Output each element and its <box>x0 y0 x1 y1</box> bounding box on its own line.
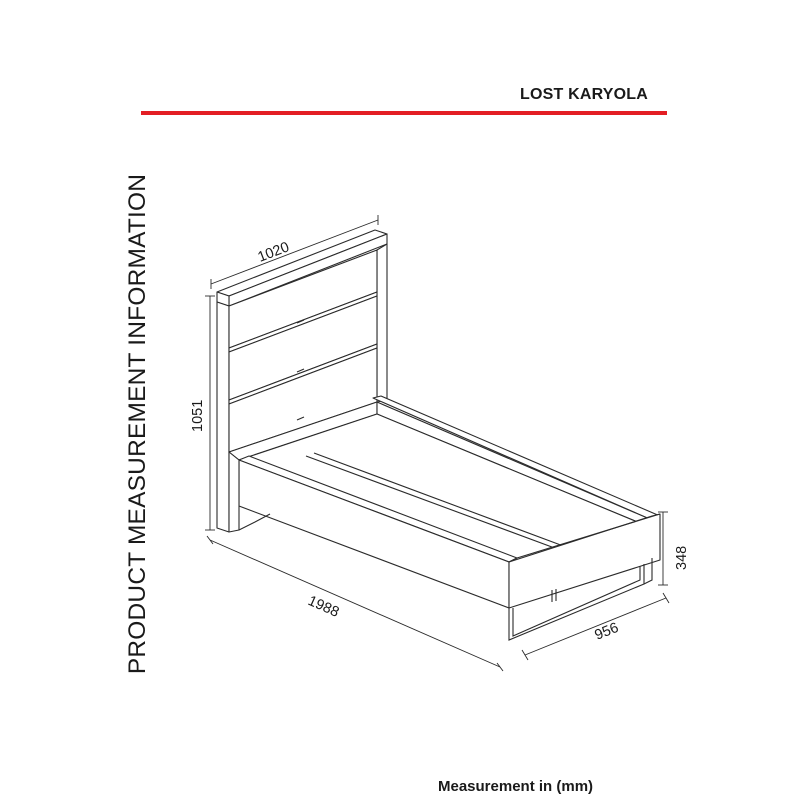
dim-frame-height: 348 <box>674 545 690 570</box>
dim-headboard-width: 1020 <box>255 239 292 266</box>
measurement-unit-note: Measurement in (mm) <box>438 778 594 795</box>
side-title: PRODUCT MEASUREMENT INFORMATION <box>124 173 151 675</box>
bed-frame <box>229 396 660 640</box>
dim-width: 956 <box>592 619 621 644</box>
product-name: LOST KARYOLA <box>519 86 648 103</box>
dim-length: 1988 <box>305 593 342 621</box>
dim-total-height: 1051 <box>190 399 206 432</box>
